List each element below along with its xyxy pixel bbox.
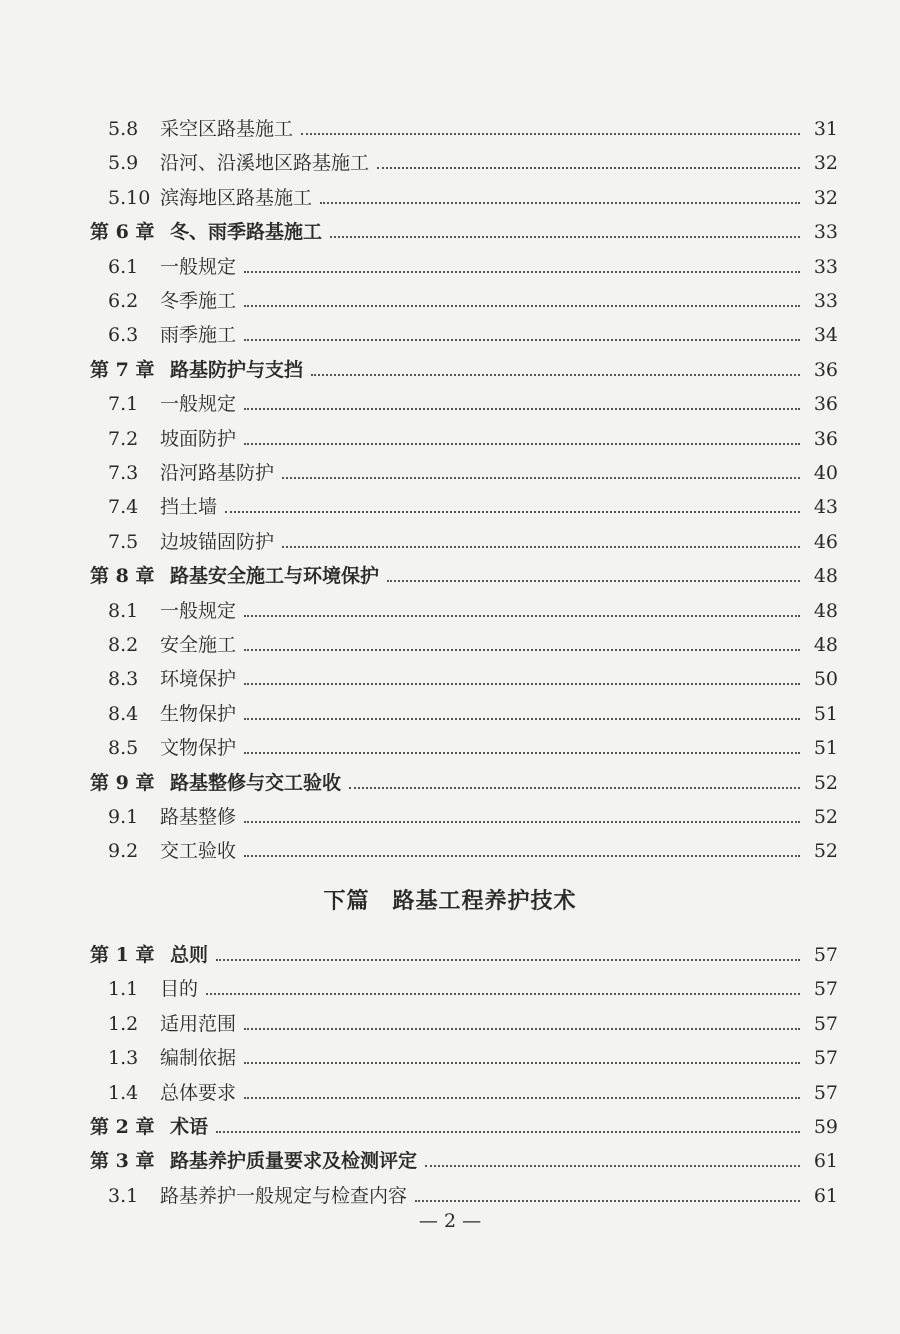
toc-entry-page: 48 [813, 565, 838, 588]
toc-section-entry [0, 970, 900, 1000]
toc-entry-page: 48 [813, 634, 838, 656]
toc-entry-page: 32 [813, 152, 838, 175]
toc-entry-title: 一般规定 [160, 393, 237, 416]
toc-entry-page: 57 [813, 978, 838, 1001]
toc-entry-page: 52 [813, 771, 838, 794]
dot-leader [244, 1028, 800, 1030]
dot-leader [377, 167, 800, 169]
toc-section-entry [0, 454, 900, 484]
toc-section-entry [0, 1005, 900, 1035]
dot-leader [206, 993, 800, 995]
dot-leader [282, 477, 800, 479]
dot-leader [244, 752, 800, 754]
dot-leader [244, 615, 800, 617]
dot-leader [244, 855, 800, 857]
toc-entry-number: 第 7 章 [90, 358, 155, 381]
toc-entry-title: 路基整修与交工验收 [170, 771, 342, 794]
toc-entry-title: 目的 [160, 978, 199, 1001]
dot-leader [387, 580, 800, 582]
toc-section-entry [0, 729, 900, 759]
toc-entry-title: 冬、雨季路基施工 [170, 221, 323, 244]
toc-chapter-entry [0, 557, 900, 587]
toc-entry-title: 文物保护 [160, 737, 237, 760]
dot-leader [244, 408, 800, 410]
dot-leader [282, 546, 800, 548]
toc-section-entry [0, 626, 900, 656]
toc-entry-page: 40 [813, 462, 838, 484]
toc-entry-page: 31 [813, 118, 838, 140]
toc-entry-number: 6.3 [108, 324, 139, 347]
toc-entry-page: 51 [813, 737, 838, 760]
toc-entry-page: 57 [813, 1012, 838, 1035]
toc-entry-number: 8.2 [108, 634, 139, 656]
toc-entry-number: 7.4 [108, 496, 139, 519]
toc-section-entry [0, 282, 900, 312]
toc-entry-title: 一般规定 [160, 255, 237, 278]
toc-entry-number: 6.2 [108, 290, 139, 312]
toc-entry-number: 8.4 [108, 702, 139, 725]
dot-leader [244, 339, 800, 341]
dot-leader [244, 1062, 800, 1064]
toc-entry-page: 36 [813, 393, 838, 416]
toc-entry-number: 8.5 [108, 737, 139, 760]
toc-chapter-entry [0, 1108, 900, 1138]
toc-chapter-entry [0, 213, 900, 243]
dot-leader [244, 305, 800, 307]
toc-section-entry [0, 523, 900, 553]
toc-entry-number: 7.3 [108, 462, 139, 484]
dot-leader [330, 236, 800, 238]
toc-entry-number: 第 9 章 [90, 771, 155, 794]
toc-section-entry [0, 144, 900, 174]
toc-entry-number: 7.1 [108, 393, 139, 416]
toc-section-entry [0, 592, 900, 622]
toc-section-entry [0, 1074, 900, 1104]
toc-entry-page: 61 [813, 1150, 838, 1173]
toc-entry-page: 51 [813, 702, 838, 725]
toc-entry-number: 1.2 [108, 1012, 139, 1035]
toc-entry-number: 5.10 [108, 186, 151, 209]
toc-entry-page: 57 [813, 1081, 838, 1104]
toc-section-entry [0, 385, 900, 415]
toc-chapter-entry [0, 1142, 900, 1172]
toc-entry-title: 路基养护质量要求及检测评定 [170, 1150, 418, 1173]
toc-entry-number: 第 3 章 [90, 1150, 155, 1173]
toc-entry-number: 9.2 [108, 840, 139, 863]
toc-entry-title: 编制依据 [160, 1047, 237, 1070]
toc-entry-number: 5.8 [108, 118, 139, 140]
toc-chapter-entry [0, 351, 900, 381]
toc-section-entry [0, 832, 900, 862]
dot-leader [244, 649, 800, 651]
toc-entry-number: 第 2 章 [90, 1116, 155, 1138]
dot-leader [244, 683, 800, 685]
toc-entry-title: 挡土墙 [160, 496, 218, 519]
toc-section-entry [0, 179, 900, 209]
toc-entry-title: 沿河、沿溪地区路基施工 [160, 152, 370, 175]
toc-entry-number: 第 6 章 [90, 221, 155, 244]
toc-entry-number: 6.1 [108, 255, 139, 278]
toc-entry-title: 一般规定 [160, 599, 237, 622]
toc-entry-title: 总体要求 [160, 1081, 237, 1104]
toc-entry-title: 冬季施工 [160, 290, 237, 312]
toc-entry-page: 32 [813, 186, 838, 209]
toc-entry-title: 沿河路基防护 [160, 462, 275, 484]
toc-entry-page: 52 [813, 840, 838, 863]
toc-section-entry [0, 110, 900, 140]
toc-entry-page: 33 [813, 221, 838, 244]
toc-chapter-entry [0, 936, 900, 966]
toc-entry-title: 路基整修 [160, 806, 237, 828]
dot-leader [244, 718, 800, 720]
toc-chapter-entry [0, 764, 900, 794]
page-number: — 2 — [418, 1210, 482, 1232]
part-heading: 下篇 路基工程养护技术 [323, 888, 577, 914]
toc-entry-page: 59 [813, 1116, 838, 1138]
toc-entry-page: 34 [813, 324, 838, 347]
toc-entry-page: 50 [813, 668, 838, 691]
dot-leader [301, 133, 800, 135]
dot-leader [216, 959, 800, 961]
toc-entry-page: 48 [813, 599, 838, 622]
toc-section-entry [0, 316, 900, 346]
toc-entry-number: 1.3 [108, 1047, 139, 1070]
toc-entry-title: 环境保护 [160, 668, 237, 691]
toc-entry-number: 1.1 [108, 978, 139, 1001]
toc-entry-number: 3.1 [108, 1184, 139, 1207]
toc-section-entry [0, 248, 900, 278]
toc-entry-page: 36 [813, 358, 838, 381]
toc-entry-title: 适用范围 [160, 1012, 237, 1035]
toc-entry-title: 术语 [170, 1116, 209, 1138]
dot-leader [425, 1165, 800, 1167]
toc-entry-title: 路基养护一般规定与检查内容 [160, 1184, 408, 1207]
toc-section-entry [0, 798, 900, 828]
toc-entry-number: 第 1 章 [90, 944, 155, 966]
toc-entry-page: 61 [813, 1184, 838, 1207]
dot-leader [244, 821, 800, 823]
dot-leader [225, 511, 800, 513]
toc-entry-title: 路基防护与支挡 [170, 358, 304, 381]
toc-entry-page: 57 [813, 1047, 838, 1070]
toc-entry-number: 8.1 [108, 599, 139, 622]
toc-entry-page: 43 [813, 496, 838, 519]
toc-entry-title: 采空区路基施工 [160, 118, 294, 140]
toc-entry-page: 46 [813, 530, 838, 553]
toc-entry-number: 1.4 [108, 1081, 139, 1104]
dot-leader [415, 1200, 800, 1202]
toc-entry-title: 交工验收 [160, 840, 237, 863]
toc-section-entry [0, 660, 900, 690]
toc-section-entry [0, 1177, 900, 1207]
toc-section-entry [0, 1039, 900, 1069]
toc-entry-page: 33 [813, 255, 838, 278]
toc-entry-number: 7.5 [108, 530, 139, 553]
dot-leader [216, 1131, 800, 1133]
dot-leader [244, 1097, 800, 1099]
toc-entry-page: 57 [813, 944, 838, 966]
dot-leader [244, 443, 800, 445]
toc-entry-title: 滨海地区路基施工 [160, 186, 313, 209]
toc-entry-number: 5.9 [108, 152, 139, 175]
dot-leader [244, 271, 800, 273]
toc-entry-page: 52 [813, 806, 838, 828]
toc-entry-number: 第 8 章 [90, 565, 155, 588]
toc-entry-title: 安全施工 [160, 634, 237, 656]
toc-entry-title: 边坡锚固防护 [160, 530, 275, 553]
toc-entry-title: 总则 [170, 944, 209, 966]
toc-entry-title: 生物保护 [160, 702, 237, 725]
dot-leader [311, 374, 800, 376]
toc-section-entry [0, 488, 900, 518]
toc-entry-page: 33 [813, 290, 838, 312]
toc-entry-title: 路基安全施工与环境保护 [170, 565, 380, 588]
toc-entry-number: 7.2 [108, 427, 139, 450]
dot-leader [320, 202, 800, 204]
toc-entry-number: 8.3 [108, 668, 139, 691]
toc-entry-title: 雨季施工 [160, 324, 237, 347]
toc-entry-title: 坡面防护 [160, 427, 237, 450]
toc-entry-number: 9.1 [108, 806, 139, 828]
toc-section-entry [0, 695, 900, 725]
toc-entry-page: 36 [813, 427, 838, 450]
dot-leader [349, 787, 800, 789]
toc-section-entry [0, 420, 900, 450]
